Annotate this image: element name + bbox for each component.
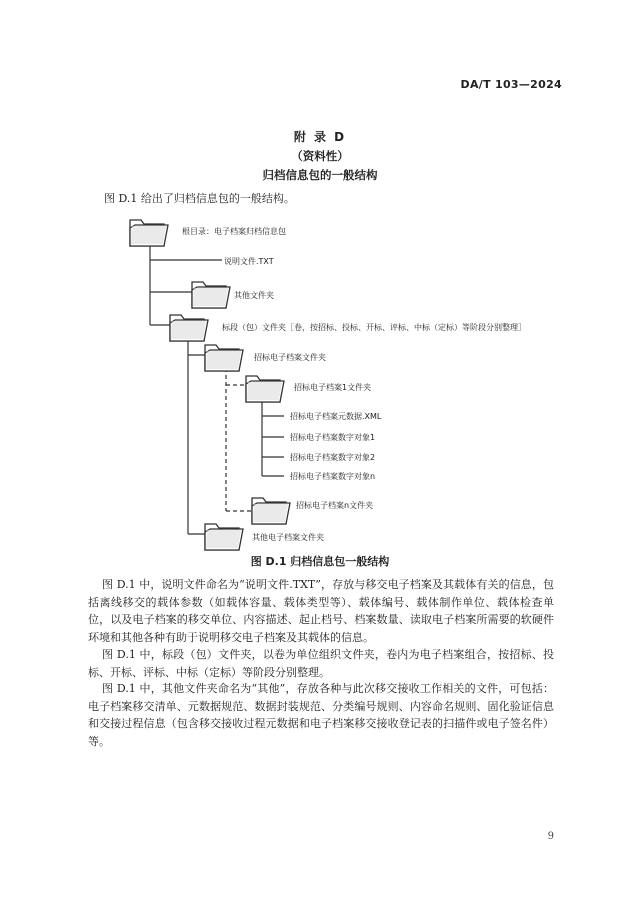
metadata-label: 招标电子档案元数据.XML (290, 412, 382, 421)
other-e-folder-label: 其他电子档案文件夹 (252, 533, 324, 542)
tender-n-folder-icon (252, 498, 290, 524)
tender-1-folder-icon (246, 376, 284, 402)
tender-folder-label: 招标电子档案文件夹 (254, 353, 326, 362)
intro-sentence: 图 D.1 给出了归档信息包的一般结构。 (104, 192, 295, 205)
root-folder-icon (130, 220, 168, 246)
section-folder-icon (170, 315, 208, 341)
figure-caption: 图 D.1 归档信息包一般结构 (250, 555, 390, 568)
appendix-title: 附 录 D (293, 130, 347, 144)
other-folder-label: 其他文件夹 (234, 291, 274, 300)
readme-label: 说明文件.TXT (224, 257, 274, 266)
section-folder-label: 标段（包）文件夹［卷，按招标、投标、开标、评标、中标（定标）等阶段分别整理］ (222, 323, 526, 332)
other-e-folder-icon (205, 524, 243, 550)
tender-n-folder-label: 招标电子档案n文件夹 (296, 501, 374, 510)
paragraph-other-folder: 图 D.1 中，其他文件夹命名为“其他”，存放各种与此次移交接收工作相关的文件，可包括：电子档案移交清单、元数据规范、数据封装规范、分类编号规则、内容命名规则、固化验证信息和交接过程信息（包含移交接收过程元数据和电子档案移交接收登记表的扫描件或电子签名件）等。 (88, 682, 554, 748)
paragraph-readme: 图 D.1 中，说明文件命名为“说明文件.TXT”，存放与移交电子档案及其载体有关的信息，包括离线移交的载体参数（如载体容量、载体类型等）、载体编号、载体制作单位、载体检查单位，以及电子档案的移交单位、内容描述、起止档号、档案数量、读取电子档案所需要的软硬件环境和其他各种有助于说明移交电子档案及其载体的信息。 (88, 578, 554, 644)
page-number: 9 (547, 831, 554, 842)
paragraph-section-folder: 图 D.1 中，标段（包）文件夹，以卷为单位组织文件夹，卷内为电子档案组合，按招标、投标、开标、评标、中标（定标）等阶段分别整理。 (88, 648, 554, 679)
object-n-label: 招标电子档案数字对象n (290, 472, 376, 481)
tender-folder-icon (205, 345, 243, 371)
appendix-nature: （资料性） (291, 149, 349, 163)
document-code: DA/T 103—2024 (460, 78, 562, 91)
root-label: 根目录：电子档案归档信息包 (182, 227, 286, 236)
appendix-name: 归档信息包的一般结构 (262, 168, 378, 182)
object-1-label: 招标电子档案数字对象1 (290, 433, 376, 442)
other-folder-icon (192, 282, 230, 308)
object-2-label: 招标电子档案数字对象2 (290, 453, 376, 462)
tender-1-folder-label: 招标电子档案1文件夹 (294, 383, 372, 392)
